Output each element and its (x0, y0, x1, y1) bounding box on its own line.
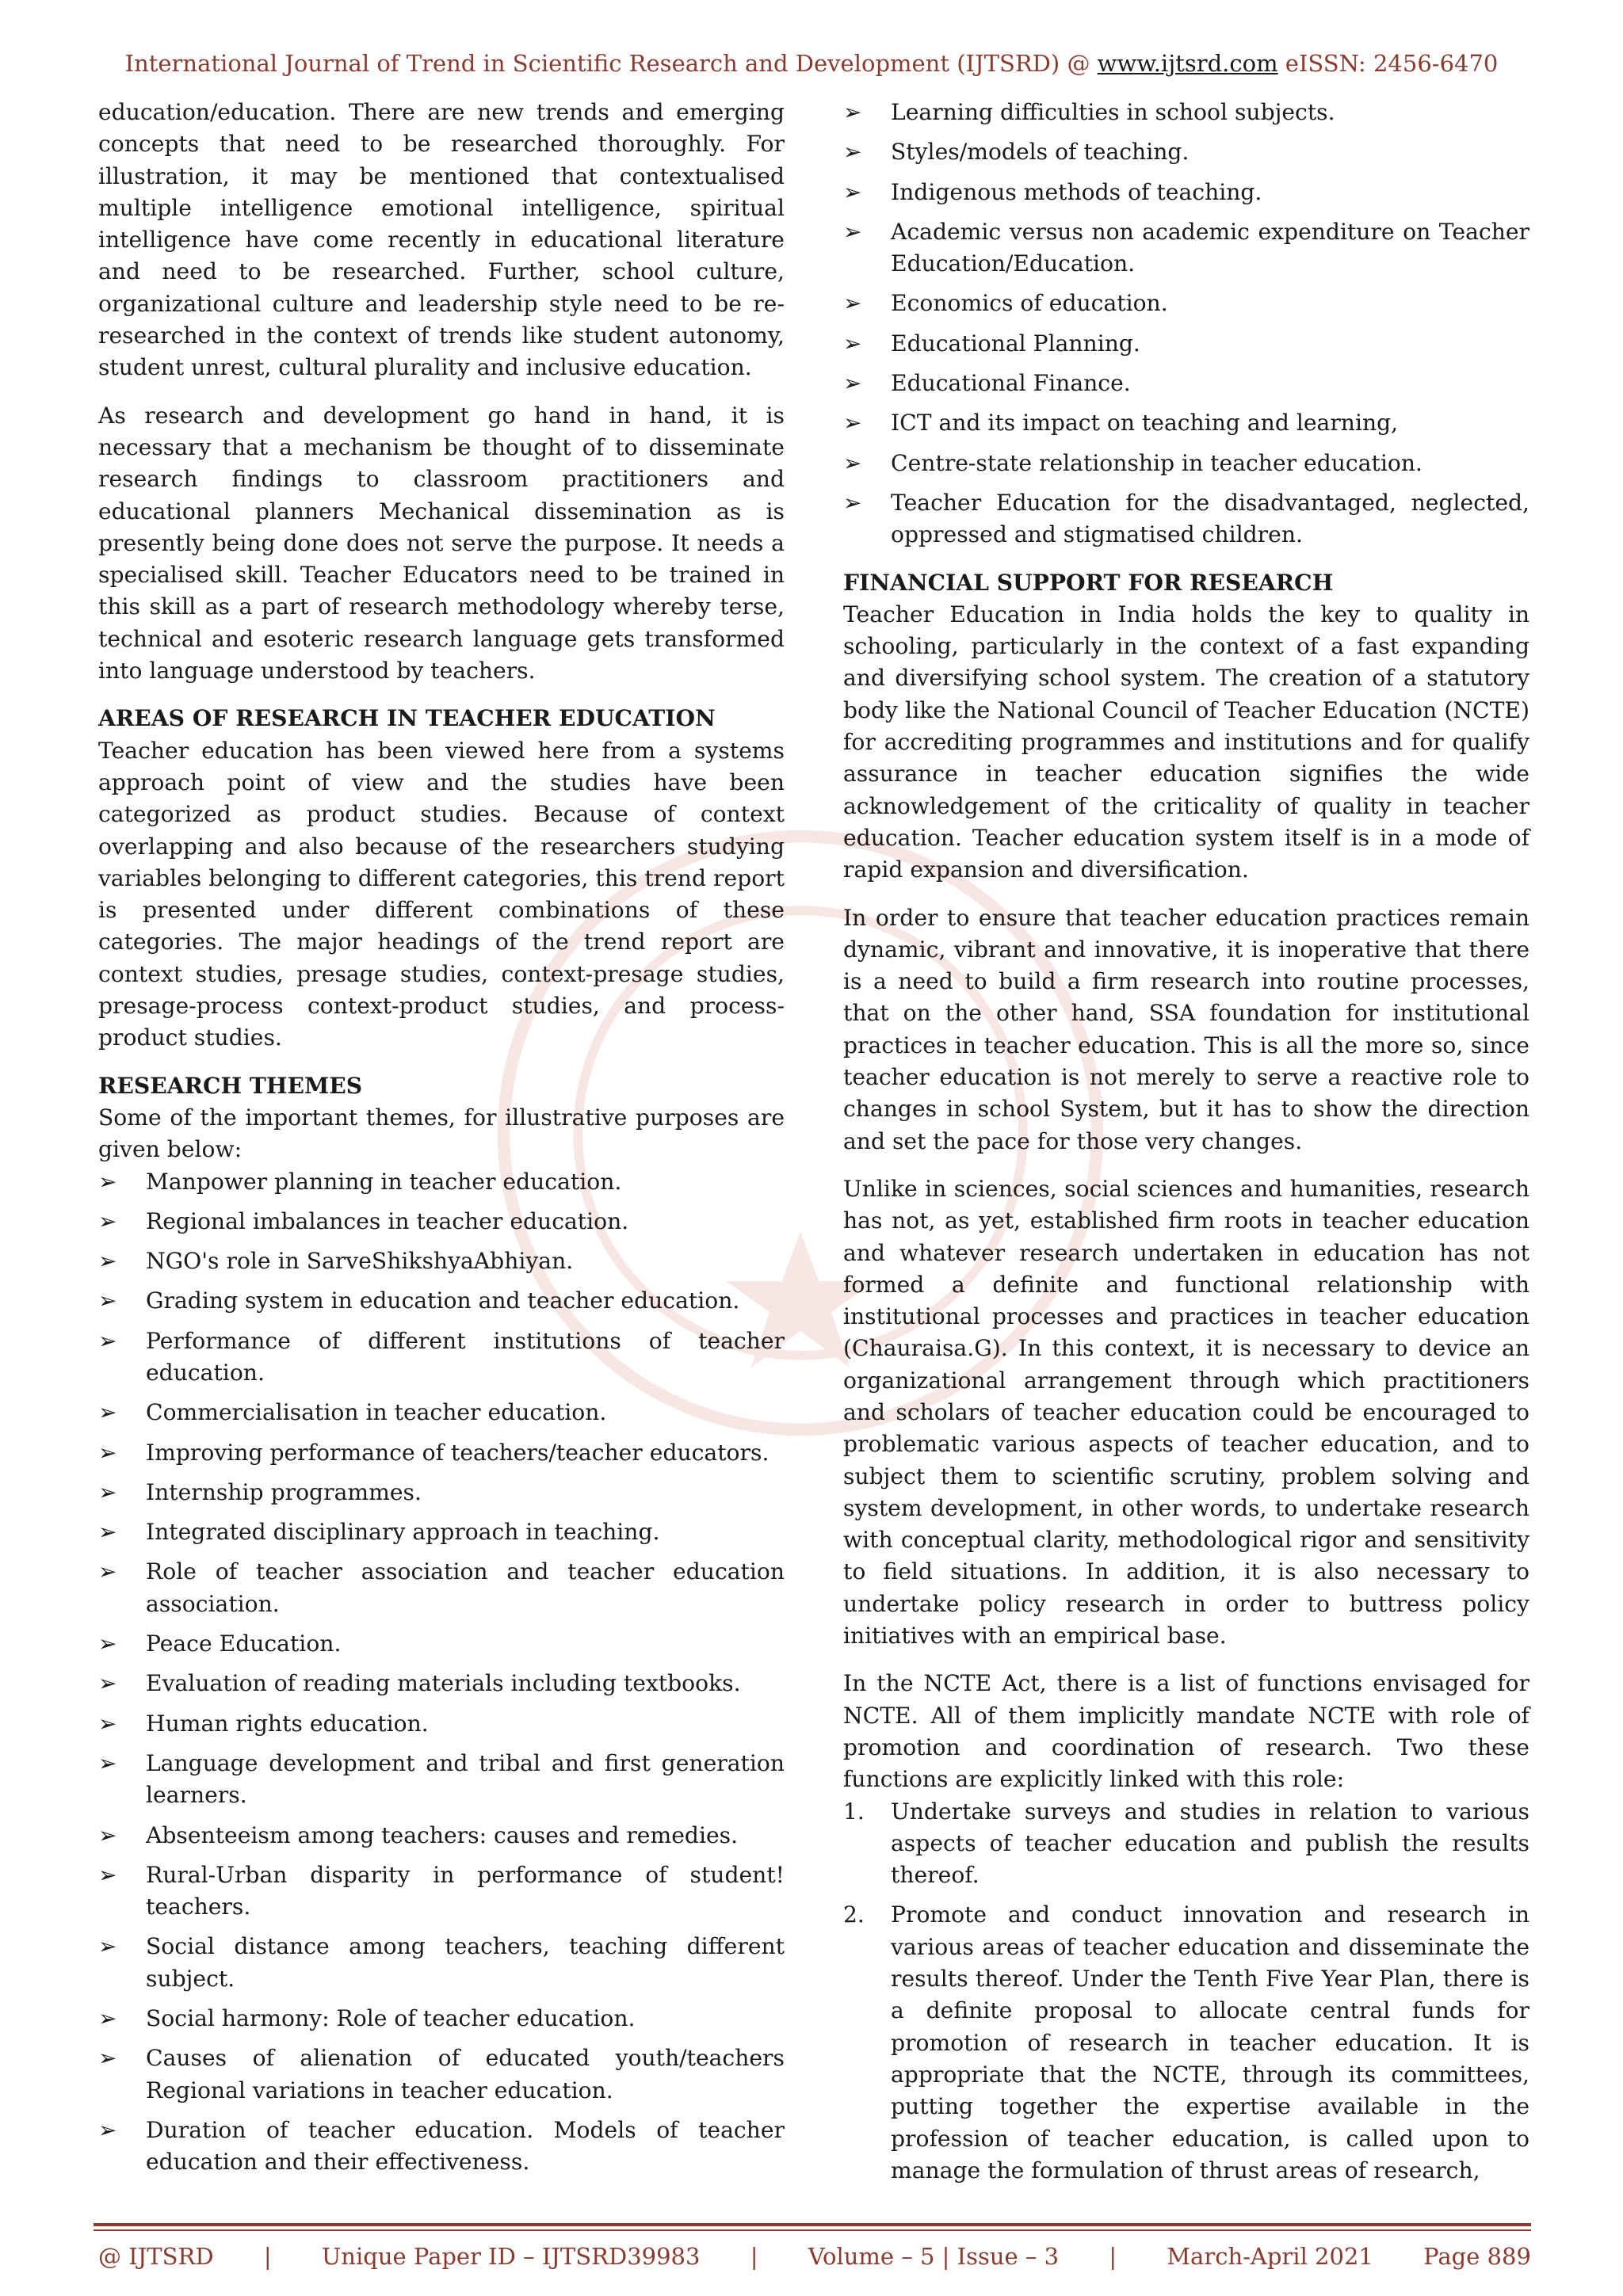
running-footer (98, 2239, 1531, 2274)
arrow-bullet-icon: ➢ (843, 290, 862, 317)
list-item-text: Commercialisation in teacher education. (146, 1399, 607, 1426)
paragraph: As research and development go hand in hand, it is necessary that a mechanism be thought of to disseminate research findings to classroom practitioners and educational planners Mechanical dissemination as is presently being done does not serve the purpose. It needs a specialised skill. Teacher Educators need to be trained in this skill as a part of research methodology whereby terse, technical and esoteric research language gets transformed into language understood by teachers. (98, 402, 785, 685)
list-item-text: Regional imbalances in teacher education. (146, 1207, 629, 1234)
list-item-text: Integrated disciplinary approach in teaching. (146, 1519, 660, 1546)
list-item (98, 1285, 785, 1317)
arrow-bullet-icon: ➢ (98, 1821, 117, 1848)
arrow-bullet-icon: ➢ (98, 1439, 117, 1466)
list-item-text: Promote and conduct innovation and research in various areas of teacher education and disseminate the results thereof. Under the Tenth Five Year Plan, there is a definite proposal to allocate central funds for promotion of research in teacher education. It is appropriate that the NCTE, through its committees, putting together the expertise available in the profession of teacher education, is called upon to manage the formulation of thrust areas of research, (891, 1901, 1529, 2183)
arrow-bullet-icon: ➢ (98, 1478, 117, 1505)
paragraph: In the NCTE Act, there is a list of functions envisaged for NCTE. All of them implicitly mandate NCTE with role of promotion and coordination of research. Two these functions are explicitly linked with this role: (843, 1670, 1529, 1793)
list-item-text: Peace Education. (146, 1630, 342, 1657)
footer-brand: @ IJTSRD (98, 2243, 214, 2270)
list-item-text: ICT and its impact on teaching and learning, (891, 410, 1399, 437)
footer-separator: | (750, 2243, 758, 2270)
list-item-text: Evaluation of reading materials including textbooks. (146, 1670, 741, 1697)
arrow-bullet-icon: ➢ (98, 2116, 117, 2143)
item-number: 2. (843, 1901, 865, 1928)
arrow-bullet-icon: ➢ (843, 449, 862, 476)
arrow-bullet-icon: ➢ (843, 139, 862, 166)
list-item-text: Absenteeism among teachers: causes and remedies. (146, 1821, 739, 1848)
arrow-bullet-icon: ➢ (98, 1287, 117, 1314)
list-item (98, 1628, 785, 1660)
list-item (843, 448, 1529, 479)
list-item-text: Language development and tribal and first generation learners. (146, 1749, 785, 1809)
footer-rule (94, 2223, 1531, 2226)
numbered-item (843, 1796, 1529, 1892)
list-item-text: Duration of teacher education. Models of teacher education and their effectiveness. (146, 2116, 785, 2176)
list-item (843, 368, 1529, 399)
list-item-text: Social harmony: Role of teacher education. (146, 2005, 636, 2032)
footer-separator: | (263, 2243, 272, 2270)
list-item-text: Causes of alienation of educated youth/teachers Regional variations in teacher education. (146, 2045, 785, 2103)
list-item-text: Grading system in education and teacher education. (146, 1287, 740, 1314)
paragraph: education/education. There are new trends and emerging concepts that need to be researched thoroughly. For illustration, it may be mentioned that contextualised multiple intelligence emotional intelligence, spiritual intelligence have come recently in educational literature and need to be researched. Further, school culture, organizational culture and leadership style need to be re-researched in the context of trends like student autonomy, student unrest, cultural plurality and inclusive education. (98, 99, 785, 381)
arrow-bullet-icon: ➢ (98, 1558, 117, 1585)
paragraph: Some of the important themes, for illustrative purposes are given below: (98, 1104, 785, 1163)
list-item (98, 1668, 785, 1699)
list-item-text: Teacher Education for the disadvantaged, neglected, oppressed and stigmatised children. (891, 489, 1529, 548)
arrow-bullet-icon: ➢ (98, 1327, 117, 1354)
functions-list (843, 1796, 1529, 2187)
list-item-text: Social distance among teachers, teaching different subject. (146, 1933, 785, 1992)
list-item (98, 1516, 785, 1548)
list-item (98, 1708, 785, 1740)
list-item-text: Improving performance of teachers/teacher educators. (146, 1439, 769, 1466)
arrow-bullet-icon: ➢ (98, 1168, 117, 1195)
journal-title: International Journal of Trend in Scientific Research and Development (IJTSRD) @ (124, 50, 1098, 77)
list-item-text: NGO's role in SarveShikshyaAbhiyan. (146, 1248, 574, 1275)
arrow-bullet-icon: ➢ (843, 330, 862, 357)
arrow-bullet-icon: ➢ (98, 1749, 117, 1776)
list-item (98, 1820, 785, 1852)
footer-date: March-April 2021 (1167, 2243, 1373, 2270)
list-item-text: Educational Finance. (891, 370, 1131, 397)
list-item-text: Centre-state relationship in teacher education. (891, 449, 1423, 476)
journal-url-link[interactable]: www.ijtsrd.com (1097, 50, 1278, 77)
arrow-bullet-icon: ➢ (843, 218, 862, 245)
list-item (843, 328, 1529, 360)
footer-volume: Volume – 5 | Issue – 3 (808, 2243, 1060, 2270)
section-heading-themes: RESEARCH THEMES (98, 1072, 363, 1099)
arrow-bullet-icon: ➢ (98, 1399, 117, 1426)
arrow-bullet-icon: ➢ (98, 1630, 117, 1657)
list-item (98, 2042, 785, 2107)
list-item (98, 1748, 785, 1812)
arrow-bullet-icon: ➢ (843, 178, 862, 205)
arrow-bullet-icon: ➢ (98, 1207, 117, 1234)
paragraph: Teacher education has been viewed here from a systems approach point of view and the studies have been categorized as product studies. Because of context overlapping and also because of the researchers studying variables belonging to different categories, this trend report is presented under different combinations of these categories. The major headings of the trend report are context studies, presage studies, context-presage studies, presage-process context-product studies, and process-product studies. (98, 737, 785, 1051)
list-item-text: Manpower planning in teacher education. (146, 1168, 622, 1195)
list-item-text: Performance of different institutions of teacher education. (146, 1327, 785, 1386)
list-item-text: Undertake surveys and studies in relation to various aspects of teacher education and publish the results thereof. (891, 1798, 1529, 1889)
list-item-text: Rural-Urban disparity in performance of student! teachers. (146, 1861, 785, 1920)
section-heading-areas: AREAS OF RESEARCH IN TEACHER EDUCATION (98, 705, 716, 732)
list-item-text: Academic versus non academic expenditure on Teacher Education/Education. (891, 218, 1529, 277)
footer-page: Page 889 (1423, 2243, 1531, 2270)
list-item (98, 1397, 785, 1428)
list-item (98, 2003, 785, 2035)
list-item (98, 1245, 785, 1277)
list-item (98, 2115, 785, 2179)
list-item (843, 407, 1529, 439)
arrow-bullet-icon: ➢ (98, 2045, 117, 2072)
list-item (843, 216, 1529, 280)
right-column (843, 97, 1529, 2203)
item-number: 1. (843, 1798, 865, 1825)
list-item-text: Learning difficulties in school subjects. (891, 99, 1335, 125)
list-item (843, 177, 1529, 208)
arrow-bullet-icon: ➢ (98, 1670, 117, 1697)
footer-paper-id: Unique Paper ID – IJTSRD39983 (321, 2243, 701, 2270)
arrow-bullet-icon: ➢ (98, 1248, 117, 1275)
paragraph: Teacher Education in India holds the key to quality in schooling, particularly in the context of a fast expanding and diversifying school system. The creation of a statutory body like the National Council of Teacher Education (NCTE) for accrediting programmes and institutions and for qualify assurance in teacher education signifies the wide acknowledgement of the criticality of quality in teacher education. Teacher education system itself is in a mode of rapid expansion and diversification. (843, 601, 1529, 883)
arrow-bullet-icon: ➢ (843, 370, 862, 397)
list-item (98, 1166, 785, 1198)
list-item (98, 1556, 785, 1620)
themes-list (98, 1166, 785, 2179)
arrow-bullet-icon: ➢ (98, 2005, 117, 2032)
list-item-text: Styles/models of teaching. (891, 139, 1190, 166)
list-item (98, 1437, 785, 1469)
arrow-bullet-icon: ➢ (98, 1710, 117, 1737)
list-item (98, 1206, 785, 1238)
running-header (0, 48, 1623, 79)
list-item (98, 1325, 785, 1390)
list-item (98, 1931, 785, 1995)
footer-separator: | (1109, 2243, 1117, 2270)
list-item-text: Human rights education. (146, 1710, 429, 1737)
list-item-text: Role of teacher association and teacher education association. (146, 1558, 785, 1617)
paragraph: In order to ensure that teacher education practices remain dynamic, vibrant and innovative, it is inoperative that there is a need to build a firm research into routine processes, that on the other hand, SSA foundation for institutional practices in teacher education. This is all the more so, since teacher education is not merely to serve a reactive role to changes in school System, but it has to show the direction and set the pace for those very changes. (843, 904, 1529, 1154)
section-heading-financial: FINANCIAL SUPPORT FOR RESEARCH (843, 569, 1334, 596)
arrow-bullet-icon: ➢ (843, 489, 862, 516)
list-item-text: Economics of education. (891, 290, 1168, 317)
paragraph: Unlike in sciences, social sciences and humanities, research has not, as yet, established firm roots in teacher education and whatever research undertaken in education has not formed a definite and functional relationship with institutional processes and practices in teacher education (Chauraisa.G). In this context, it is necessary to device an organizational arrangement through which practitioners and scholars of teacher education could be encouraged to problematic various aspects of teacher education, and to subject them to scientific scrutiny, problem solving and system development, in other words, to undertake research with conceptual clarity, methodological rigor and sensitivity to field situations. In addition, it is also necessary to undertake policy research in order to buttress policy initiatives with an empirical base. (843, 1175, 1529, 1650)
list-item-text: Educational Planning. (891, 330, 1140, 357)
arrow-bullet-icon: ➢ (98, 1519, 117, 1546)
list-item (98, 1477, 785, 1508)
list-item (843, 288, 1529, 319)
list-item (843, 136, 1529, 168)
list-item (98, 1859, 785, 1924)
eissn: eISSN: 2456-6470 (1277, 50, 1499, 77)
numbered-item (843, 1899, 1529, 2187)
list-item-text: Internship programmes. (146, 1478, 422, 1505)
list-item (843, 487, 1529, 551)
list-item (843, 97, 1529, 128)
themes-list-continued (843, 97, 1529, 551)
footer-rule-thin (94, 2229, 1531, 2231)
list-item-text: Indigenous methods of teaching. (891, 178, 1262, 205)
arrow-bullet-icon: ➢ (98, 1861, 117, 1888)
arrow-bullet-icon: ➢ (843, 99, 862, 125)
left-column (98, 97, 785, 2195)
arrow-bullet-icon: ➢ (843, 410, 862, 437)
arrow-bullet-icon: ➢ (98, 1933, 117, 1960)
